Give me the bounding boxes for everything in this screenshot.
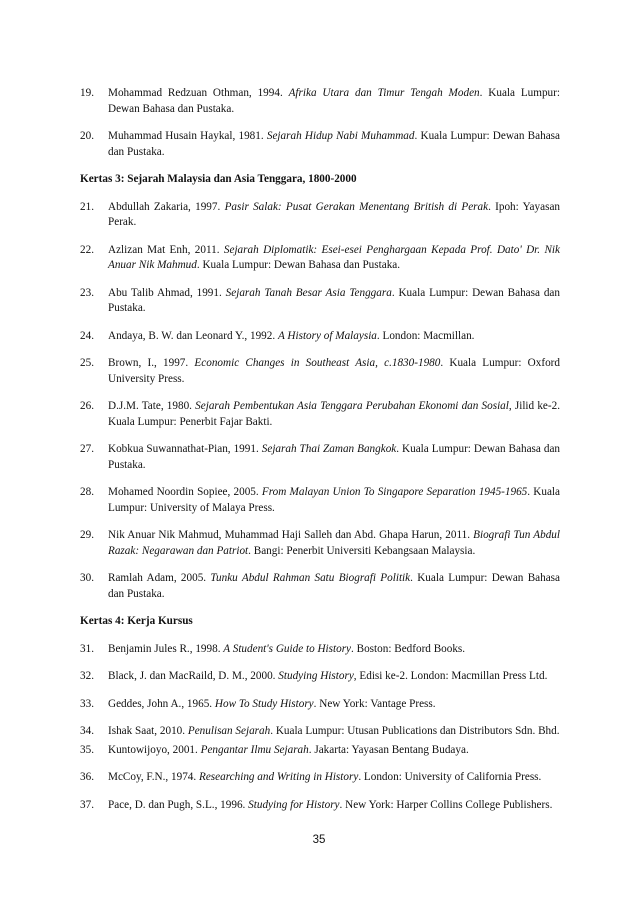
reference-authors: Ramlah Adam, 2005. xyxy=(108,572,211,584)
reference-number: 37. xyxy=(80,798,94,811)
reference-authors: Kuntowijoyo, 2001. xyxy=(108,743,201,756)
reference-publisher: , Jilid ke-2. Kuala Lumpur: Penerbit Fajar Bakti. xyxy=(108,400,560,428)
reference-number: 33. xyxy=(80,697,94,710)
reference-publisher: . Boston: Bedford Books. xyxy=(351,642,466,655)
reference-number: 35. xyxy=(80,743,94,756)
reference-number: 34. xyxy=(80,725,94,737)
page-number: 35 xyxy=(312,834,326,846)
reference-number: 22. xyxy=(80,243,94,256)
reference-authors: D.J.M. Tate, 1980. xyxy=(108,400,196,412)
reference-title: How To Study History xyxy=(214,697,314,710)
reference-publisher: . Kuala Lumpur: Dewan Bahasa dan Pustaka. xyxy=(108,286,560,314)
reference-number: 30. xyxy=(80,572,94,584)
reference-title: Studying History xyxy=(278,670,354,682)
reference-number: 28. xyxy=(80,486,94,498)
reference-authors: Abu Talib Ahmad, 1991. xyxy=(108,286,226,299)
reference-item xyxy=(80,200,560,231)
reference-publisher: . Bangi: Penerbit Universiti Kebangsaan Malaysia. xyxy=(248,544,476,557)
reference-title: Economic Changes in Southeast Asia, c.1830-1980 xyxy=(194,357,441,369)
reference-publisher: . Ipoh: Yayasan Perak. xyxy=(108,200,560,228)
reference-authors: Nik Anuar Nik Mahmud, Muhammad Haji Salleh dan Abd. Ghapa Harun, 2011. xyxy=(108,529,474,541)
reference-number: 19. xyxy=(80,87,94,99)
reference-item xyxy=(80,86,560,117)
reference-item xyxy=(80,356,560,387)
reference-item xyxy=(80,697,560,713)
reference-publisher: . Kuala Lumpur: Dewan Bahasa dan Pustaka. xyxy=(108,130,560,158)
reference-publisher: . Kuala Lumpur: Dewan Bahasa dan Pustaka. xyxy=(108,87,560,115)
reference-authors: Abdullah Zakaria, 1997. xyxy=(108,200,225,213)
reference-title: A Student's Guide to History xyxy=(223,642,352,655)
reference-number: 26. xyxy=(80,400,94,412)
reference-publisher: . New York: Vantage Press. xyxy=(313,697,436,710)
reference-item xyxy=(80,770,560,786)
section-heading: Kertas 4: Kerja Kursus xyxy=(80,615,193,627)
reference-title: Sejarah Pembentukan Asia Tenggara Perubahan Ekonomi dan Sosial xyxy=(195,400,509,412)
reference-publisher: , Edisi ke-2. London: Macmillan Press Ltd. xyxy=(353,670,548,682)
reference-authors: Pace, D. dan Pugh, S.L., 1996. xyxy=(108,798,249,811)
reference-publisher: . London: Macmillan. xyxy=(376,329,475,342)
reference-number: 20. xyxy=(80,130,94,142)
reference-publisher: . Kuala Lumpur: Oxford University Press. xyxy=(108,357,560,385)
reference-publisher: . London: University of California Press. xyxy=(358,771,542,783)
reference-title: Biografi Tun Abdul Razak: Negarawan dan Patriot xyxy=(108,529,560,557)
reference-item xyxy=(80,243,560,274)
reference-item xyxy=(80,669,560,685)
reference-title: Pengantar Ilmu Sejarah xyxy=(200,743,309,756)
reference-publisher: . Kuala Lumpur: Dewan Bahasa dan Pustaka. xyxy=(108,443,560,471)
reference-item xyxy=(80,642,560,658)
reference-publisher: . Kuala Lumpur: Utusan Publications dan Distributors Sdn. Bhd. xyxy=(270,725,560,737)
reference-authors: Brown, I., 1997. xyxy=(108,357,195,369)
reference-title: Sejarah Tanah Besar Asia Tenggara xyxy=(225,286,392,299)
reference-authors: Black, J. dan MacRaild, D. M., 2000. xyxy=(108,670,279,682)
reference-publisher: . Jakarta: Yayasan Bentang Budaya. xyxy=(308,743,469,756)
reference-publisher: . Kuala Lumpur: Dewan Bahasa dan Pustaka. xyxy=(196,259,401,271)
reference-item xyxy=(80,571,560,602)
reference-item xyxy=(80,129,560,160)
reference-item xyxy=(80,743,560,759)
reference-list xyxy=(80,86,560,825)
reference-title: From Malayan Union To Singapore Separation 1945-1965 xyxy=(261,486,528,498)
reference-publisher: . Kuala Lumpur: Dewan Bahasa dan Pustaka. xyxy=(108,572,560,600)
reference-item xyxy=(80,399,560,430)
reference-authors: Ishak Saat, 2010. xyxy=(108,725,188,737)
reference-number: 32. xyxy=(80,670,94,682)
reference-item xyxy=(80,724,560,740)
reference-title: Sejarah Hidup Nabi Muhammad xyxy=(266,130,415,142)
reference-title: Penulisan Sejarah xyxy=(187,725,271,737)
reference-title: Studying for History xyxy=(248,798,340,811)
reference-number: 25. xyxy=(80,357,94,369)
reference-title: Sejarah Diplomatik: Esei-esei Penghargaan Kepada Prof. Dato' Dr. Nik Anuar Nik Mahmud xyxy=(108,243,560,271)
reference-number: 27. xyxy=(80,443,94,455)
reference-authors: Mohammad Redzuan Othman, 1994. xyxy=(108,87,289,99)
reference-number: 23. xyxy=(80,286,94,299)
reference-authors: Muhammad Husain Haykal, 1981. xyxy=(108,130,267,142)
reference-publisher: . New York: Harper Collins College Publishers. xyxy=(339,798,553,811)
reference-number: 21. xyxy=(80,200,94,213)
reference-title: Afrika Utara dan Timur Tengah Moden xyxy=(288,87,480,99)
reference-number: 29. xyxy=(80,529,94,541)
reference-title: Pasir Salak: Pusat Gerakan Menentang British di Perak xyxy=(224,200,489,213)
reference-item xyxy=(80,798,560,814)
reference-title: Sejarah Thai Zaman Bangkok xyxy=(261,443,397,455)
reference-authors: Geddes, John A., 1965. xyxy=(108,697,215,710)
reference-authors: Mohamed Noordin Sopiee, 2005. xyxy=(108,486,262,498)
reference-number: 36. xyxy=(80,771,94,783)
reference-item xyxy=(80,442,560,473)
section-heading: Kertas 3: Sejarah Malaysia dan Asia Tenggara, 1800-2000 xyxy=(80,173,357,185)
reference-publisher: . Kuala Lumpur: University of Malaya Press. xyxy=(108,486,560,514)
reference-number: 24. xyxy=(80,329,94,342)
reference-title: Tunku Abdul Rahman Satu Biografi Politik xyxy=(210,572,411,584)
reference-authors: Andaya, B. W. dan Leonard Y., 1992. xyxy=(108,329,278,342)
reference-authors: Benjamin Jules R., 1998. xyxy=(108,642,224,655)
reference-title: A History of Malaysia xyxy=(277,329,377,342)
reference-item xyxy=(80,329,560,345)
reference-item xyxy=(80,485,560,516)
reference-title: Researching and Writing in History xyxy=(199,771,359,783)
reference-authors: McCoy, F.N., 1974. xyxy=(108,771,199,783)
reference-authors: Kobkua Suwannathat-Pian, 1991. xyxy=(108,443,262,455)
reference-item xyxy=(80,286,560,317)
reference-number: 31. xyxy=(80,642,94,655)
reference-item xyxy=(80,528,560,559)
reference-authors: Azlizan Mat Enh, 2011. xyxy=(108,243,224,256)
